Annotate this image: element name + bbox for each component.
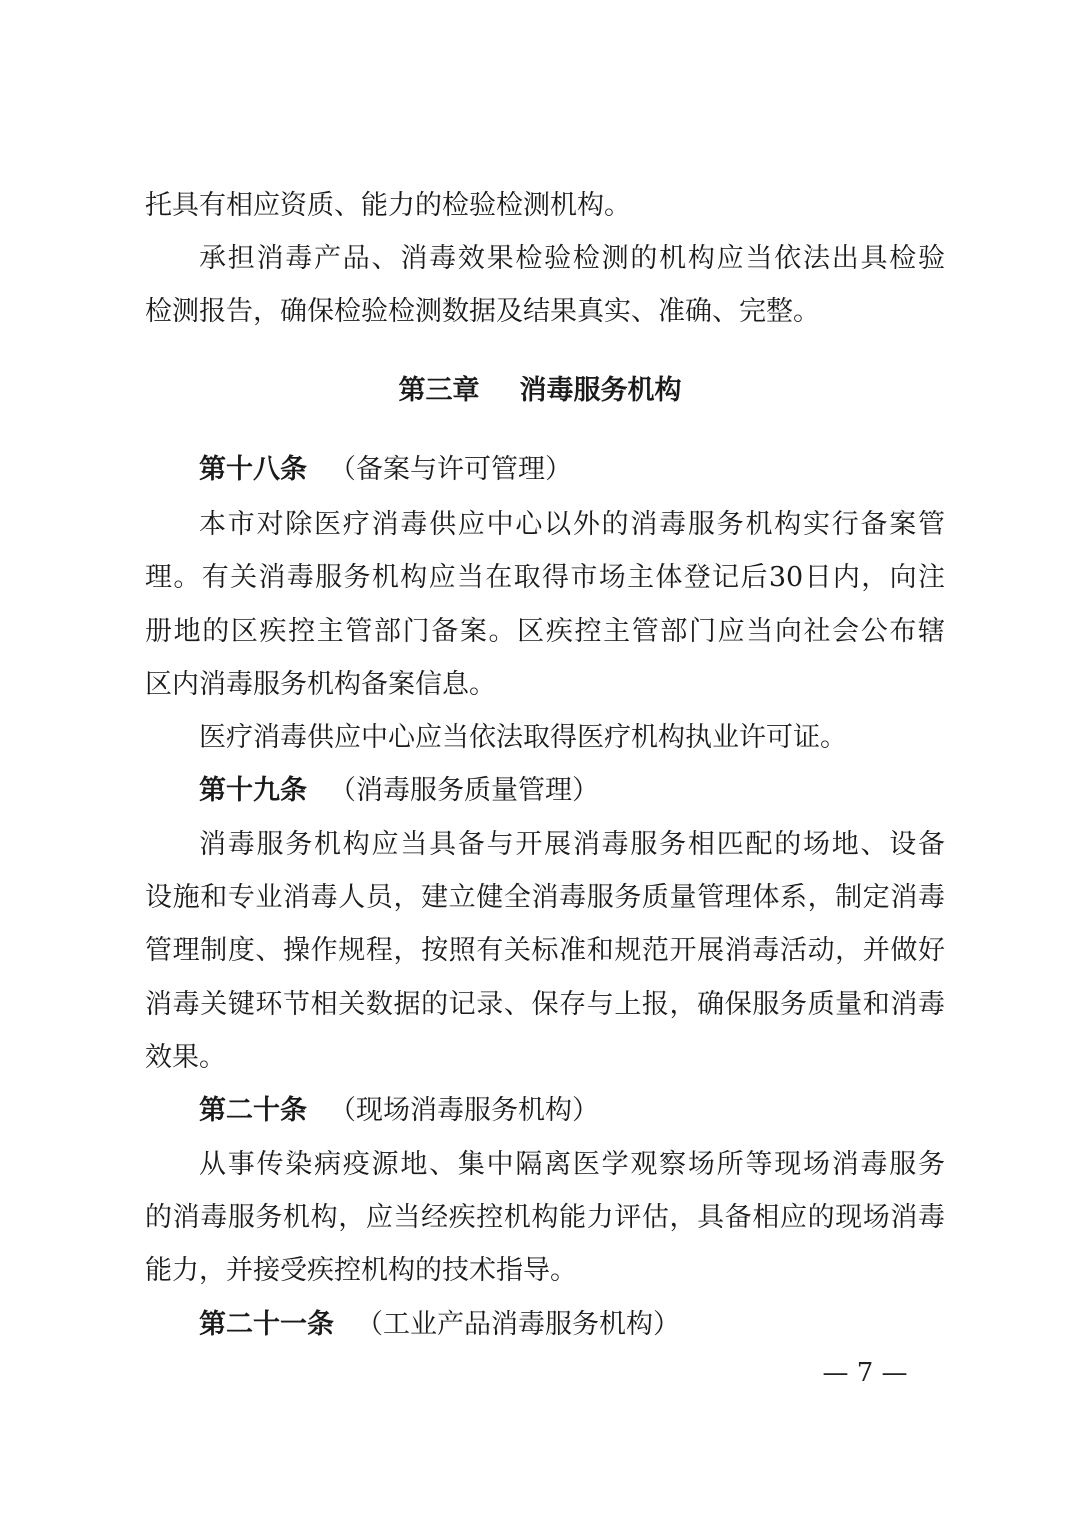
body-line: 效果。 xyxy=(145,1042,226,1073)
body-line: 从事传染病疫源地、集中隔离医学观察场所等现场消毒服务 xyxy=(199,1149,945,1180)
article-title: （工业产品消毒服务机构） xyxy=(356,1309,680,1340)
chapter-number: 第三章 xyxy=(398,375,480,406)
body-line: 消毒关键环节相关数据的记录、保存与上报，确保服务质量和消毒 xyxy=(145,989,945,1020)
body-line: 管理制度、操作规程，按照有关标准和规范开展消毒活动，并做好 xyxy=(145,935,945,966)
article-title: （现场消毒服务机构） xyxy=(329,1095,599,1126)
body-line: 承担消毒产品、消毒效果检验检测的机构应当依法出具检验 xyxy=(199,243,945,274)
body-line: 册地的区疾控主管部门备案。区疾控主管部门应当向社会公布辖 xyxy=(145,616,945,647)
article-heading xyxy=(199,450,572,490)
page-number: — 7 — xyxy=(822,1358,908,1388)
body-line: 区内消毒服务机构备案信息。 xyxy=(145,669,496,700)
body-line: 设施和专业消毒人员，建立健全消毒服务质量管理体系，制定消毒 xyxy=(145,882,945,913)
body-line: 医疗消毒供应中心应当依法取得医疗机构执业许可证。 xyxy=(199,722,847,753)
article-heading xyxy=(199,1091,599,1131)
article-heading xyxy=(199,771,599,811)
article-title: （备案与许可管理） xyxy=(329,454,572,485)
body-line: 托具有相应资质、能力的检验检测机构。 xyxy=(145,190,631,221)
article-number: 第二十一条 xyxy=(199,1309,334,1340)
article-number: 第十九条 xyxy=(199,775,307,806)
chapter-heading xyxy=(0,371,1080,411)
article-number: 第十八条 xyxy=(199,454,307,485)
body-line: 能力，并接受疾控机构的技术指导。 xyxy=(145,1255,577,1286)
body-line: 消毒服务机构应当具备与开展消毒服务相匹配的场地、设备 xyxy=(199,829,945,860)
body-line: 本市对除医疗消毒供应中心以外的消毒服务机构实行备案管 xyxy=(199,509,945,540)
body-line: 检测报告，确保检验检测数据及结果真实、准确、完整。 xyxy=(145,296,820,327)
article-title: （消毒服务质量管理） xyxy=(329,775,599,806)
body-line: 的消毒服务机构，应当经疾控机构能力评估，具备相应的现场消毒 xyxy=(145,1202,945,1233)
article-heading xyxy=(199,1305,680,1345)
chapter-title: 消毒服务机构 xyxy=(519,375,682,406)
body-line: 理。有关消毒服务机构应当在取得市场主体登记后30日内，向注 xyxy=(145,562,945,593)
article-number: 第二十条 xyxy=(199,1095,307,1126)
